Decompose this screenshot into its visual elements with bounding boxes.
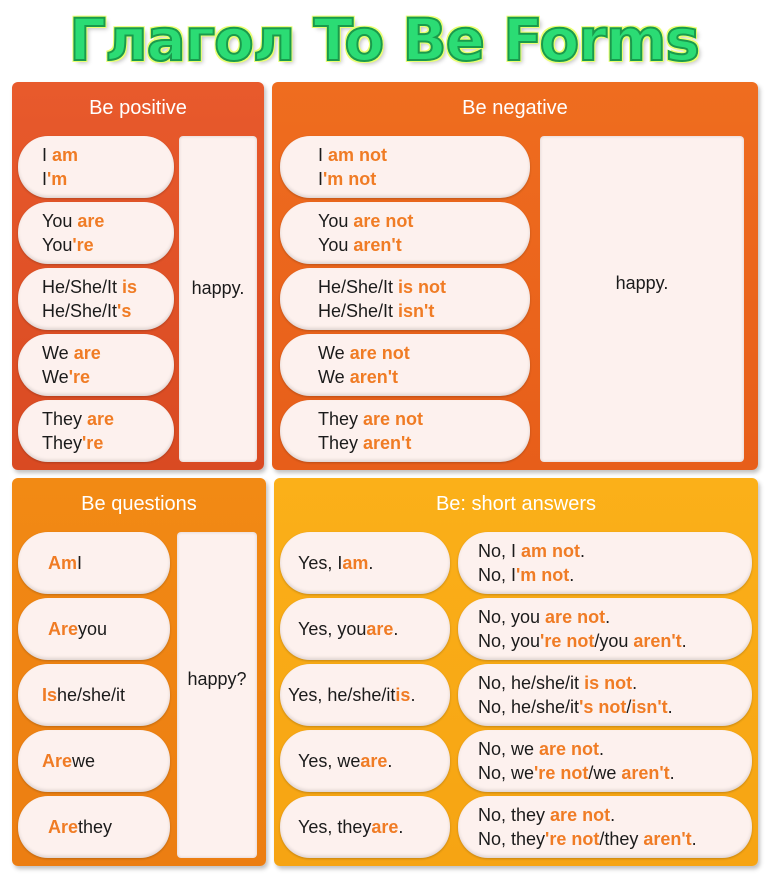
sentence-line: [42, 341, 174, 365]
subject-text: .: [669, 763, 675, 783]
subject-text: No, we: [478, 739, 540, 759]
subject-text: .: [632, 673, 638, 693]
subject-text: I: [42, 169, 48, 189]
answer-text: Yes, they: [298, 817, 372, 837]
subject-text: .: [569, 565, 575, 585]
subject-text: I: [42, 145, 53, 165]
subject-text: .: [599, 739, 605, 759]
positive-row: [18, 136, 174, 198]
question-subject: we: [72, 751, 96, 771]
yes-answer: [280, 532, 450, 594]
question-subject: he/she/it: [57, 685, 126, 705]
short-answers-panel: [274, 478, 758, 866]
verb-form: 'm: [47, 169, 68, 189]
sentence-line: [42, 407, 174, 431]
sentence-line: [478, 803, 752, 827]
yes-answer: [280, 664, 450, 726]
verb-form: 're not: [540, 631, 595, 651]
sentence-line: [42, 209, 174, 233]
verb-form: 're not: [534, 763, 589, 783]
no-answer: [458, 598, 752, 660]
page-title: Глагол To Be Forms: [69, 6, 699, 74]
sentence-line: [318, 341, 530, 365]
verb-form: are not: [349, 343, 410, 363]
answer-punctuation: .: [387, 751, 393, 771]
verb-form: are not: [550, 805, 611, 825]
subject-text: They: [318, 409, 364, 429]
answer-verb: are: [360, 751, 388, 771]
positive-row: [18, 334, 174, 396]
subject-text: .: [580, 541, 586, 561]
subject-text: We: [42, 367, 69, 387]
verb-form: am not: [328, 145, 388, 165]
sentence-line: [318, 209, 530, 233]
negative-row: [280, 202, 530, 264]
verb-form: are: [73, 343, 101, 363]
verb-form: 's not: [579, 697, 627, 717]
verb-form: aren't: [633, 631, 682, 651]
answer-text: Yes, we: [298, 751, 361, 771]
subject-text: He/She/It: [318, 277, 399, 297]
verb-form: are: [77, 211, 105, 231]
question-subject: I: [77, 553, 83, 573]
negative-complement-box: [540, 136, 744, 462]
subject-text: No, they: [478, 829, 546, 849]
sentence-line: [42, 167, 174, 191]
subject-text: .: [610, 805, 616, 825]
sentence-line: [318, 431, 530, 455]
negative-panel: [272, 82, 758, 470]
sentence-line: [478, 695, 752, 719]
no-answer: [458, 664, 752, 726]
questions-heading: Be questions: [81, 493, 197, 515]
subject-text: I: [318, 169, 324, 189]
verb-form: are not: [539, 739, 600, 759]
verb-form: are not: [353, 211, 414, 231]
answer-punctuation: .: [398, 817, 404, 837]
subject-text: No, you: [478, 607, 546, 627]
negative-row: [280, 400, 530, 462]
negative-row: [280, 334, 530, 396]
subject-text: We: [318, 367, 350, 387]
subject-text: .: [605, 607, 611, 627]
sentence-line: [318, 299, 530, 323]
question-row: [18, 664, 170, 726]
answer-text: Yes, I: [298, 553, 343, 573]
sentence-line: [318, 407, 530, 431]
subject-text: They: [318, 433, 364, 453]
yes-answer: [280, 796, 450, 858]
sentence-line: [478, 737, 752, 761]
question-row: [18, 532, 170, 594]
positive-complement-box: [179, 136, 257, 462]
sentence-line: [478, 827, 752, 851]
answer-verb: am: [342, 553, 369, 573]
verb-form: 're: [82, 433, 104, 453]
questions-complement-box: [177, 532, 257, 858]
negative-row: [280, 136, 530, 198]
sentence-line: [42, 275, 174, 299]
question-verb: Are: [48, 817, 79, 837]
questions-complement: happy?: [187, 669, 247, 689]
answer-verb: are: [371, 817, 399, 837]
subject-text: /we: [588, 763, 622, 783]
yes-answer: [280, 730, 450, 792]
sentence-line: [478, 671, 752, 695]
question-row: [18, 796, 170, 858]
answer-punctuation: .: [393, 619, 399, 639]
questions-panel: [12, 478, 266, 866]
question-verb: Are: [48, 619, 79, 639]
answer-verb: are: [366, 619, 394, 639]
positive-row: [18, 202, 174, 264]
verb-form: are not: [545, 607, 606, 627]
sentence-line: [478, 629, 752, 653]
no-answer: [458, 796, 752, 858]
subject-text: No, I: [478, 565, 517, 585]
yes-answer: [280, 598, 450, 660]
subject-text: You: [42, 211, 78, 231]
question-subject: they: [78, 817, 113, 837]
sentence-line: [42, 143, 174, 167]
positive-panel: [12, 82, 264, 470]
answer-punctuation: .: [368, 553, 374, 573]
question-subject: you: [78, 619, 108, 639]
negative-complement: happy.: [615, 273, 669, 293]
verb-form: am not: [521, 541, 581, 561]
subject-text: .: [691, 829, 697, 849]
sentence-line: [478, 605, 752, 629]
verb-form: 're not: [545, 829, 600, 849]
subject-text: He/She/It: [318, 301, 399, 321]
sentence-line: [42, 365, 174, 389]
subject-text: /they: [599, 829, 644, 849]
subject-text: .: [667, 697, 673, 717]
positive-heading: Be positive: [89, 97, 187, 119]
subject-text: He/She/It: [42, 277, 123, 297]
negative-row: [280, 268, 530, 330]
sentence-line: [42, 233, 174, 257]
sentence-line: [318, 233, 530, 257]
verb-form: 're: [68, 367, 90, 387]
question-verb: Is: [42, 685, 58, 705]
question-verb: Are: [42, 751, 73, 771]
sentence-line: [318, 167, 530, 191]
verb-form: are not: [363, 409, 424, 429]
verb-form: aren't: [621, 763, 670, 783]
question-verb: Am: [48, 553, 78, 573]
verb-form: aren't: [363, 433, 412, 453]
subject-text: I: [318, 145, 329, 165]
answer-text: Yes, you: [298, 619, 367, 639]
verb-form: aren't: [353, 235, 402, 255]
question-row: [18, 598, 170, 660]
subject-text: No, I: [478, 541, 522, 561]
subject-text: /: [626, 697, 632, 717]
sentence-line: [42, 299, 174, 323]
subject-text: .: [681, 631, 687, 651]
positive-complement: happy.: [191, 278, 245, 298]
answer-verb: is: [395, 685, 411, 705]
verb-form: aren't: [349, 367, 398, 387]
answer-punctuation: .: [410, 685, 416, 705]
verb-form: 's: [117, 301, 132, 321]
subject-text: They: [42, 433, 83, 453]
verb-form: isn't: [631, 697, 668, 717]
positive-row: [18, 400, 174, 462]
short-answers-heading: Be: short answers: [435, 493, 597, 515]
question-row: [18, 730, 170, 792]
sentence-line: [478, 539, 752, 563]
subject-text: You: [42, 235, 73, 255]
verb-form: is not: [398, 277, 447, 297]
subject-text: We: [318, 343, 350, 363]
subject-text: No, he/she/it: [478, 697, 580, 717]
subject-text: No, they: [478, 805, 551, 825]
negative-heading: Be negative: [462, 97, 568, 119]
subject-text: No, you: [478, 631, 541, 651]
sentence-line: [478, 761, 752, 785]
no-answer: [458, 532, 752, 594]
sentence-line: [42, 431, 174, 455]
verb-form: 'm not: [516, 565, 570, 585]
verb-form: is not: [584, 673, 633, 693]
verb-form: isn't: [398, 301, 435, 321]
subject-text: We: [42, 343, 74, 363]
positive-row: [18, 268, 174, 330]
subject-text: No, we: [478, 763, 535, 783]
verb-form: 'm not: [323, 169, 377, 189]
subject-text: You: [318, 211, 354, 231]
verb-form: is: [122, 277, 138, 297]
sentence-line: [318, 275, 530, 299]
sentence-line: [318, 143, 530, 167]
answer-text: Yes, he/she/it: [288, 685, 396, 705]
subject-text: They: [42, 409, 88, 429]
subject-text: No, he/she/it: [478, 673, 585, 693]
verb-form: aren't: [643, 829, 692, 849]
verb-form: am: [52, 145, 79, 165]
sentence-line: [478, 563, 752, 587]
subject-text: He/She/It: [42, 301, 118, 321]
verb-form: 're: [72, 235, 94, 255]
subject-text: You: [318, 235, 354, 255]
subject-text: /you: [594, 631, 634, 651]
no-answer: [458, 730, 752, 792]
sentence-line: [318, 365, 530, 389]
verb-form: are: [87, 409, 115, 429]
